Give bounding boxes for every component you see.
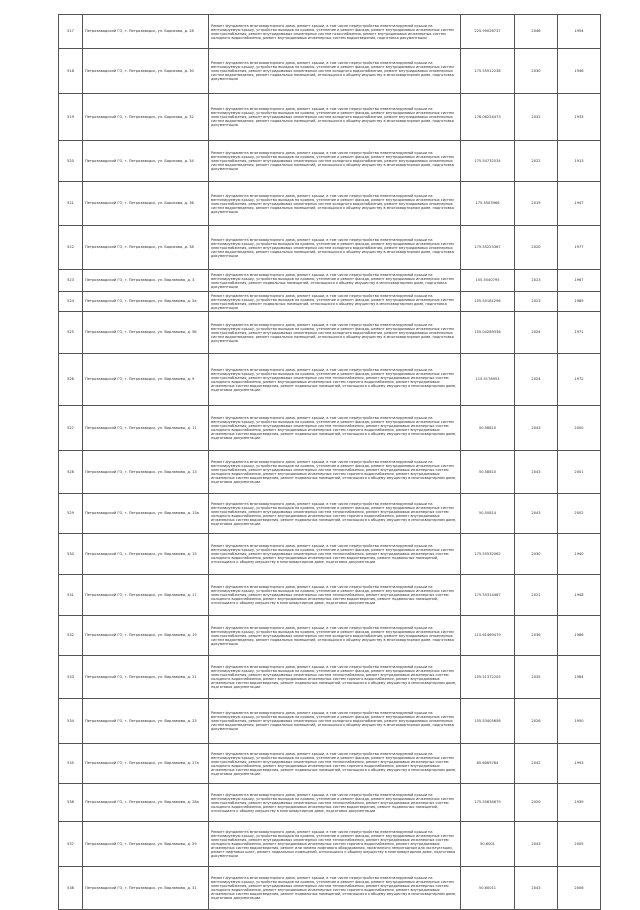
year-cell: 2043 [515,867,558,910]
built-year-cell: 1948 [558,575,601,616]
built-year-cell: 1972 [558,354,601,406]
address-cell: Петрозаводский ГО, г. Петрозаводск, ул. Варламова, д. 3 [83,270,209,292]
document-page [58,14,600,910]
built-year-cell: 1977 [558,226,601,270]
table-row [59,534,601,575]
table-row [59,94,601,141]
works-cell: Ремонт фундамента многоквартирного дома, ремонт крыши, в том числе переустройство невентилируемой крыши на вентилируемую крышу, устройство выходов на кровлю, утепление и ремонт фасада, ремонт внутридомовых инженерных систем электроснабжения, ремонт внутридомовых инженерных систем теплоснабжения, ремонт внутридомовых инженерных систем холодного водоснабжения, ремонт внутридомовых инженерных систем горячего водоснабжения, ремонт внутридомовых инженерных систем водоотведения, ремонт подвальных помещений, относящихся к общему имуществу в многоквартирном доме, подготовка документации [209,406,461,451]
works-cell: Ремонт фундамента многоквартирного дома, ремонт крыши, в том числе переустройство невентилируемой крыши на вентилируемую крышу, устройство выходов на кровлю, утепление и ремонт фасада, ремонт внутридомовых инженерных систем электроснабжения, ремонт внутридомовых инженерных систем теплоснабжения, ремонт внутридомовых инженерных систем холодного водоснабжения, ремонт внутридомовых инженерных систем горячего водоснабжения, ремонт внутридомовых инженерных систем водоотведения, ремонт подвальных помещений, относящихся к общему имуществу в многоквартирном доме, подготовка документации [209,656,461,699]
area-cell: 155.04289336 [461,312,515,354]
built-year-cell: 1993 [558,744,601,784]
built-year-cell: 1971 [558,312,601,354]
address-cell: Петрозаводский ГО, г. Петрозаводск, ул. Варламова, д. 5б [83,312,209,354]
address-cell: Петрозаводский ГО, г. Петрозаводск, ул. Борисова, д. 32 [83,94,209,141]
table-row [59,575,601,616]
row-number: 517 [59,15,83,49]
area-cell: 65.6065764 [461,744,515,784]
built-year-cell: 1939 [558,784,601,822]
table-row [59,354,601,406]
table-row [59,699,601,744]
row-number: 525 [59,312,83,354]
address-cell: Петрозаводский ГО, г. Петрозаводск, ул. Борисова, д. 38 [83,226,209,270]
year-cell: 2023 [515,292,558,312]
row-number: 529 [59,494,83,534]
year-cell: 2020 [515,784,558,822]
year-cell: 2032 [515,94,558,141]
built-year-cell: 1984 [558,656,601,699]
address-cell: Петрозаводский ГО, г. Петрозаводск, ул. Варламова, д. 28а [83,784,209,822]
area-cell: 176.06224473 [461,94,515,141]
year-cell: 2035 [515,656,558,699]
table-body [59,15,601,910]
works-cell: Ремонт фундамента многоквартирного дома, ремонт крыши, в том числе переустройство невентилируемой крыши на вентилируемую крышу, устройство выходов на кровлю, утепление и ремонт фасада, ремонт внутридомовых инженерных систем электроснабжения, ремонт внутридомовых инженерных систем теплоснабжения, ремонт внутридомовых инженерных систем холодного водоснабжения, ремонт внутридомовых инженерных систем горячего водоснабжения, ремонт внутридомовых инженерных систем водоотведения, ремонт подвальных помещений, относящихся к общему имуществу в многоквартирном доме, подготовка документации [209,867,461,910]
built-year-cell: 1989 [558,292,601,312]
row-number: 522 [59,226,83,270]
area-cell: 50.58810 [461,406,515,451]
area-cell: 175.55314467 [461,575,515,616]
area-cell: 50.58810 [461,451,515,494]
area-cell: 50.6001 [461,822,515,867]
row-number: 535 [59,744,83,784]
table-row [59,406,601,451]
works-cell: Ремонт фундамента многоквартирного дома, ремонт крыши, в том числе переустройство невентилируемой крыши на вентилируемую крышу, устройство выходов на кровлю, утепление и ремонт фасада, ремонт внутридомовых инженерных систем электроснабжения, ремонт внутридомовых инженерных систем теплоснабжения, ремонт внутридомовых инженерных систем холодного водоснабжения, ремонт внутридомовых инженерных систем водоотведения, ремонт подвальных помещений, относящихся к общему имуществу в многоквартирном доме, подготовка документации [209,784,461,822]
table-row [59,182,601,226]
address-cell: Петрозаводский ГО, г. Петрозаводск, ул. Борисова, д. 34 [83,141,209,182]
row-number: 534 [59,699,83,744]
works-cell: Ремонт фундамента многоквартирного дома, ремонт крыши, в том числе переустройство невентилируемой крыши на вентилируемую крышу, устройство выходов на кровлю, утепление и ремонт фасада, ремонт внутридомовых инженерных систем электроснабжения, ремонт внутридомовых инженерных систем теплоснабжения, ремонт внутридомовых инженерных систем холодного водоснабжения, ремонт внутридомовых инженерных систем горячего водоснабжения, ремонт внутридомовых инженерных систем водоотведения, ремонт подвальных помещений, относящихся к общему имуществу в многоквартирном доме, подготовка документации [209,744,461,784]
area-cell: 175.55223367 [461,226,515,270]
year-cell: 2019 [515,182,558,226]
works-cell: Ремонт фундамента многоквартирного дома, ремонт крыши, в том числе переустройство невентилируемой крыши на вентилируемую крышу, устройство выходов на кровлю, утепление и ремонт фасада, ремонт внутридомовых инженерных систем электроснабжения, ремонт внутридомовых инженерных систем холодного водоснабжения, ремонт внутридомовых инженерных систем водоотведения, ремонт подвальных помещений, относящихся к общему имуществу в многоквартирном доме, подготовка документации [209,94,461,141]
address-cell: Петрозаводский ГО, г. Петрозаводск, ул. Борисова, д. 30 [83,49,209,94]
built-year-cell: 1954 [558,15,601,49]
address-cell: Петрозаводский ГО, г. Петрозаводск, ул. Варламова, д. 5а [83,292,209,312]
year-cell: 2022 [515,141,558,182]
address-cell: Петрозаводский ГО, г. Петрозаводск, ул. Варламова, д. 17 [83,575,209,616]
area-cell: 50.50814 [461,494,515,534]
row-number: 536 [59,784,83,822]
works-cell: Ремонт фундамента многоквартирного дома, ремонт крыши, в том числе переустройство невентилируемой крыши на вентилируемую крышу, устройство выходов на кровлю, утепление и ремонт фасада, ремонт внутридомовых инженерных систем электроснабжения, ремонт внутридомовых инженерных систем холодного водоснабжения, ремонт внутридомовых инженерных систем водоотведения, ремонт подвальных помещений, относящихся к общему имуществу в многоквартирном доме, подготовка документации [209,699,461,744]
area-cell: 175.50634679 [461,784,515,822]
row-number: 530 [59,534,83,575]
year-cell: 2046 [515,15,558,49]
built-year-cell: 2000 [558,406,601,451]
built-year-cell: 2006 [558,867,601,910]
table-row [59,494,601,534]
works-cell: Ремонт фундамента многоквартирного дома, ремонт крыши, в том числе переустройство невентилируемой крыши на вентилируемую крышу, устройство выходов на кровлю, утепление и ремонт фасада, ремонт внутридомовых инженерных систем электроснабжения, ремонт внутридомовых инженерных систем теплоснабжения, ремонт внутридомовых инженерных систем холодного водоснабжения, ремонт внутридомовых инженерных систем горячего водоснабжения, ремонт внутридомовых инженерных систем водоотведения, ремонт или замена лифтового оборудования, признанного непригодным для эксплуатации, ремонт лифтовых шахт, ремонт подвальных помещений, относящихся к общему имуществу в многоквартирном доме, подготовка документации [209,822,461,867]
built-year-cell: 2002 [558,494,601,534]
address-cell: Петрозаводский ГО, г. Петрозаводск, ул. Варламова, д. 9 [83,354,209,406]
row-number: 531 [59,575,83,616]
works-cell: Ремонт фундамента многоквартирного дома, ремонт крыши, в том числе переустройство невентилируемой крыши на вентилируемую крышу, устройство выходов на кровлю, утепление и ремонт фасада, ремонт внутридомовых инженерных систем электроснабжения, ремонт внутридомовых инженерных систем газоснабжения, ремонт внутридомовых инженерных систем холодного водоснабжения, ремонт внутридомовых инженерных систем водоотведения, подготовка документации [209,15,461,49]
built-year-cell: 2005 [558,822,601,867]
built-year-cell: 1947 [558,182,601,226]
row-number: 538 [59,867,83,910]
address-cell: Петрозаводский ГО, г. Петрозаводск, ул. Варламова, д. 13 [83,451,209,494]
table-row [59,49,601,94]
capital-repair-table [58,14,601,910]
table-row [59,226,601,270]
row-number: 518 [59,49,83,94]
address-cell: Петрозаводский ГО, г. Петрозаводск, ул. Варламова, д. 13а [83,494,209,534]
table-row [59,312,601,354]
area-cell: 155.5540795 [461,270,515,292]
row-number: 526 [59,354,83,406]
area-cell: 175.5503966 [461,182,515,226]
area-cell: 50.60011 [461,867,515,910]
address-cell: Петрозаводский ГО, г. Петрозаводск, ул. Варламова, д. 31 [83,867,209,910]
built-year-cell: 1940 [558,534,601,575]
works-cell: Ремонт фундамента многоквартирного дома, ремонт крыши, в том числе переустройство невентилируемой крыши на вентилируемую крышу, устройство выходов на кровлю, утепление и ремонт фасада, ремонт внутридомовых инженерных систем электроснабжения, ремонт подвальных помещений, относящихся к общему имуществу в многоквартирном доме, подготовка документации [209,270,461,292]
address-cell: Петрозаводский ГО, г. Петрозаводск, ул. Борисова, д. 36 [83,182,209,226]
address-cell: Петрозаводский ГО, г. Петрозаводск, ул. Варламова, д. 29 [83,822,209,867]
year-cell: 2043 [515,494,558,534]
works-cell: Ремонт фундамента многоквартирного дома, ремонт крыши, в том числе переустройство невентилируемой крыши на вентилируемую крышу, устройство выходов на кровлю, утепление и ремонт фасада, ремонт внутридомовых инженерных систем электроснабжения, ремонт внутридомовых инженерных систем теплоснабжения, ремонт внутридомовых инженерных систем холодного водоснабжения, ремонт внутридомовых инженерных систем горячего водоснабжения, ремонт внутридомовых инженерных систем водоотведения, ремонт подвальных помещений, относящихся к общему имуществу в многоквартирном доме, подготовка документации [209,354,461,406]
works-cell: Ремонт фундамента многоквартирного дома, ремонт крыши, в том числе переустройство невентилируемой крыши на вентилируемую крышу, устройство выходов на кровлю, утепление и ремонт фасада, ремонт внутридомовых инженерных систем электроснабжения, ремонт внутридомовых инженерных систем теплоснабжения, ремонт внутридомовых инженерных систем холодного водоснабжения, ремонт внутридомовых инженерных систем водоотведения, ремонт подвальных помещений, относящихся к общему имуществу в многоквартирном доме, подготовка документации [209,575,461,616]
works-cell: Ремонт фундамента многоквартирного дома, ремонт крыши, в том числе переустройство невентилируемой крыши на вентилируемую крышу, устройство выходов на кровлю, утепление и ремонт фасада, ремонт внутридомовых инженерных систем электроснабжения, ремонт подвальных помещений, относящихся к общему имуществу в многоквартирном доме, подготовка документации [209,292,461,312]
table-row [59,292,601,312]
works-cell: Ремонт фундамента многоквартирного дома, ремонт крыши, в том числе переустройство невентилируемой крыши на вентилируемую крышу, устройство выходов на кровлю, утепление и ремонт фасада, ремонт внутридомовых инженерных систем электроснабжения, ремонт внутридомовых инженерных систем холодного водоснабжения, ремонт внутридомовых инженерных систем водоотведения, ремонт подвальных помещений, относящихся к общему имуществу в многоквартирном доме, подготовка документации [209,49,461,94]
year-cell: 2036 [515,616,558,656]
area-cell: 155.55181296 [461,292,515,312]
year-cell: 2043 [515,822,558,867]
address-cell: Петрозаводский ГО, г. Петрозаводск, ул. Варламова, д. 23 [83,699,209,744]
area-cell: 155.51372205 [461,656,515,699]
year-cell: 2043 [515,451,558,494]
year-cell: 2026 [515,699,558,744]
built-year-cell: 2001 [558,451,601,494]
area-cell: 115.61469479 [461,616,515,656]
year-cell: 2023 [515,270,558,292]
year-cell: 2043 [515,406,558,451]
table-row [59,656,601,699]
address-cell: Петрозаводский ГО, г. Петрозаводск, ул. Варламова, д. 21 [83,656,209,699]
table-row [59,784,601,822]
table-row [59,744,601,784]
table-row [59,141,601,182]
area-cell: 175.54732534 [461,141,515,182]
row-number: 532 [59,616,83,656]
table-row [59,451,601,494]
area-cell: 225.99026737 [461,15,515,49]
row-number: 537 [59,822,83,867]
built-year-cell: 1986 [558,616,601,656]
built-year-cell: 1946 [558,49,601,94]
table-row [59,616,601,656]
works-cell: Ремонт фундамента многоквартирного дома, ремонт крыши, в том числе переустройство невентилируемой крыши на вентилируемую крышу, устройство выходов на кровлю, утепление и ремонт фасада, ремонт внутридомовых инженерных систем электроснабжения, ремонт внутридомовых инженерных систем теплоснабжения, ремонт внутридомовых инженерных систем холодного водоснабжения, ремонт внутридомовых инженерных систем водоотведения, ремонт подвальных помещений, относящихся к общему имуществу в многоквартирном доме, подготовка документации [209,534,461,575]
table-row [59,867,601,910]
area-cell: 155.53405658 [461,699,515,744]
row-number: 520 [59,141,83,182]
table-row [59,15,601,49]
works-cell: Ремонт фундамента многоквартирного дома, ремонт крыши, в том числе переустройство невентилируемой крыши на вентилируемую крышу, устройство выходов на кровлю, утепление и ремонт фасада, ремонт внутридомовых инженерных систем электроснабжения, ремонт внутридомовых инженерных систем холодного водоснабжения, ремонт внутридомовых инженерных систем водоотведения, ремонт подвальных помещений, относящихся к общему имуществу в многоквартирном доме, подготовка документации [209,226,461,270]
year-cell: 2024 [515,354,558,406]
built-year-cell: 1950 [558,699,601,744]
address-cell: Петрозаводский ГО, г. Петрозаводск, ул. Варламова, д. 19 [83,616,209,656]
row-number: 523 [59,270,83,292]
row-number: 528 [59,451,83,494]
works-cell: Ремонт фундамента многоквартирного дома, ремонт крыши, в том числе переустройство невентилируемой крыши на вентилируемую крышу, устройство выходов на кровлю, утепление и ремонт фасада, ремонт внутридомовых инженерных систем электроснабжения, ремонт внутридомовых инженерных систем холодного водоснабжения, ремонт внутридомовых инженерных систем водоотведения, ремонт подвальных помещений, относящихся к общему имуществу в многоквартирном доме, подготовка документации [209,312,461,354]
area-cell: 175.55512238 [461,49,515,94]
built-year-cell: 1933 [558,94,601,141]
row-number: 527 [59,406,83,451]
year-cell: 2024 [515,312,558,354]
area-cell: 175.55532062 [461,534,515,575]
address-cell: Петрозаводский ГО, г. Петрозаводск, ул. Варламова, д. 15 [83,534,209,575]
works-cell: Ремонт фундамента многоквартирного дома, ремонт крыши, в том числе переустройство невентилируемой крыши на вентилируемую крышу, устройство выходов на кровлю, утепление и ремонт фасада, ремонт внутридомовых инженерных систем электроснабжения, ремонт внутридомовых инженерных систем холодного водоснабжения, ремонт внутридомовых инженерных систем водоотведения, ремонт подвальных помещений, относящихся к общему имуществу в многоквартирном доме, подготовка документации [209,182,461,226]
area-cell: 115.5178953 [461,354,515,406]
works-cell: Ремонт фундамента многоквартирного дома, ремонт крыши, в том числе переустройство невентилируемой крыши на вентилируемую крышу, устройство выходов на кровлю, утепление и ремонт фасада, ремонт внутридомовых инженерных систем электроснабжения, ремонт внутридомовых инженерных систем теплоснабжения, ремонт внутридомовых инженерных систем холодного водоснабжения, ремонт внутридомовых инженерных систем горячего водоснабжения, ремонт внутридомовых инженерных систем водоотведения, ремонт подвальных помещений, относящихся к общему имуществу в многоквартирном доме, подготовка документации [209,451,461,494]
year-cell: 2030 [515,534,558,575]
built-year-cell: 1967 [558,270,601,292]
row-number: 519 [59,94,83,141]
row-number: 533 [59,656,83,699]
year-cell: 2030 [515,49,558,94]
year-cell: 2020 [515,226,558,270]
address-cell: Петрозаводский ГО, г. Петрозаводск, ул. Варламова, д. 11 [83,406,209,451]
row-number: 521 [59,182,83,226]
year-cell: 2021 [515,575,558,616]
table-row [59,822,601,867]
address-cell: Петрозаводский ГО, г. Петрозаводск, ул. Борисова, д. 28 [83,15,209,49]
works-cell: Ремонт фундамента многоквартирного дома, ремонт крыши, в том числе переустройство невентилируемой крыши на вентилируемую крышу, устройство выходов на кровлю, утепление и ремонт фасада, ремонт внутридомовых инженерных систем электроснабжения, ремонт внутридомовых инженерных систем холодного водоснабжения, ремонт внутридомовых инженерных систем водоотведения, ремонт подвальных помещений, относящихся к общему имуществу в многоквартирном доме, подготовка документации [209,141,461,182]
built-year-cell: 1913 [558,141,601,182]
works-cell: Ремонт фундамента многоквартирного дома, ремонт крыши, в том числе переустройство невентилируемой крыши на вентилируемую крышу, устройство выходов на кровлю, утепление и ремонт фасада, ремонт внутридомовых инженерных систем электроснабжения, ремонт внутридомовых инженерных систем холодного водоснабжения, ремонт внутридомовых инженерных систем водоотведения, ремонт подвальных помещений, относящихся к общему имуществу в многоквартирном доме, подготовка документации [209,616,461,656]
works-cell: Ремонт фундамента многоквартирного дома, ремонт крыши, в том числе переустройство невентилируемой крыши на вентилируемую крышу, устройство выходов на кровлю, утепление и ремонт фасада, ремонт внутридомовых инженерных систем электроснабжения, ремонт внутридомовых инженерных систем теплоснабжения, ремонт внутридомовых инженерных систем холодного водоснабжения, ремонт внутридомовых инженерных систем горячего водоснабжения, ремонт внутридомовых инженерных систем водоотведения, ремонт подвальных помещений, относящихся к общему имуществу в многоквартирном доме, подготовка документации [209,494,461,534]
year-cell: 2042 [515,744,558,784]
address-cell: Петрозаводский ГО, г. Петрозаводск, ул. Варламова, д. 27а [83,744,209,784]
table-row [59,270,601,292]
row-number: 524 [59,292,83,312]
